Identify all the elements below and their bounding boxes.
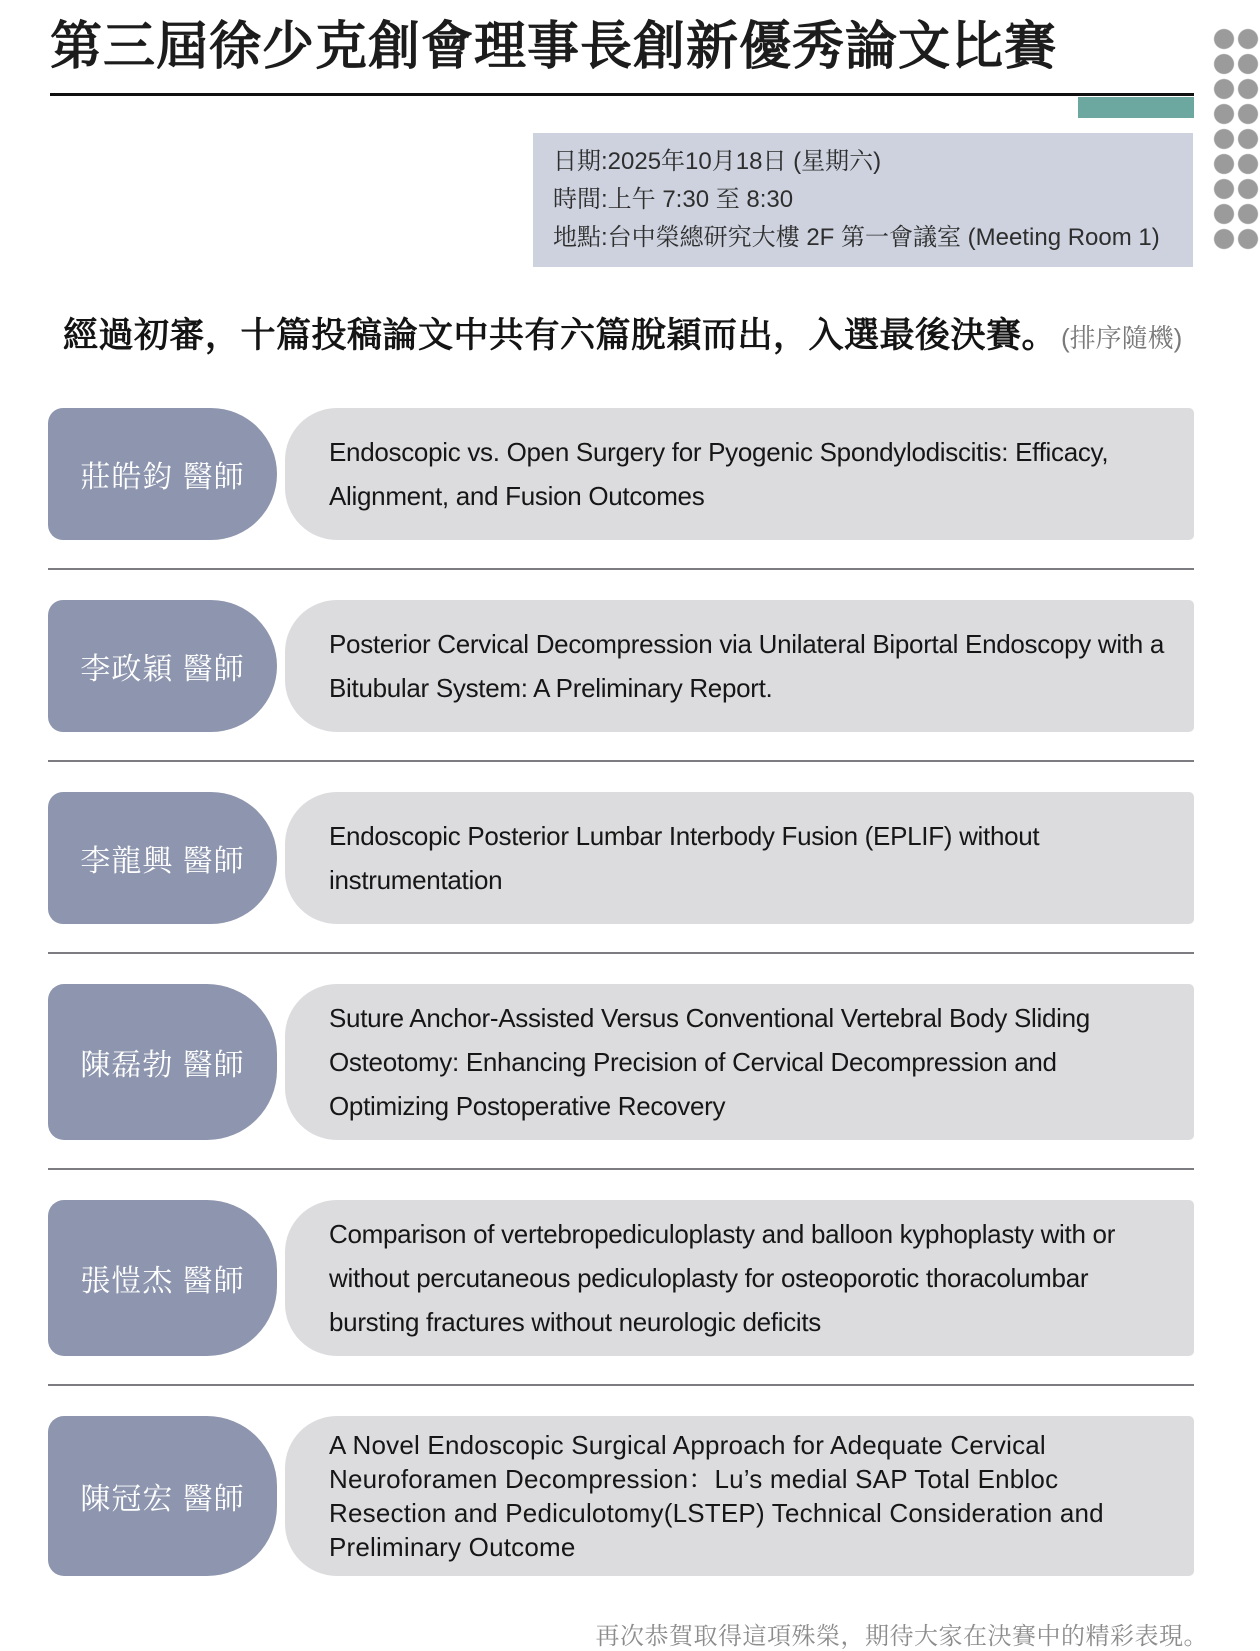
row-separator [48, 1168, 1194, 1170]
doctor-name-pill: 張愷杰 醫師 [48, 1200, 277, 1356]
finalist-row [48, 600, 1194, 732]
title-underline [50, 93, 1194, 96]
paper-title-box [285, 1416, 1194, 1576]
paper-title: Suture Anchor-Assisted Versus Conventional Vertebral Body Sliding Osteotomy: Enhancing Precision of Cervical Decompression and Optimizing Postoperative Recovery [329, 1003, 1090, 1121]
footer-congratulation-text: 再次恭賀取得這項殊榮，期待大家在決賽中的精彩表現。 [595, 1623, 1208, 1650]
dot-grid-decoration [1212, 27, 1260, 252]
page-title: 第三屆徐少克創會理事長創新優秀論文比賽 [50, 18, 1058, 76]
paper-title: Posterior Cervical Decompression via Unilateral Biportal Endoscopy with a Bitubular System: A Preliminary Report. [329, 629, 1165, 703]
paper-title-box [285, 600, 1194, 732]
doctor-name-pill: 陳冠宏 醫師 [48, 1416, 277, 1576]
event-time: 時間:上午 7:30 至 8:30 [553, 186, 794, 213]
intro-sentence [63, 308, 1182, 358]
paper-title-box [285, 408, 1194, 540]
teal-accent-bar [1078, 97, 1194, 118]
row-separator [48, 760, 1194, 762]
doctor-name-pill: 李政穎 醫師 [48, 600, 277, 732]
event-date: 日期:2025年10月18日 (星期六) [553, 148, 882, 175]
doctor-name-pill: 陳磊勃 醫師 [48, 984, 277, 1140]
paper-title-box [285, 1200, 1194, 1356]
intro-note-text: (排序隨機) [1061, 323, 1183, 353]
row-separator [48, 568, 1194, 570]
paper-title: Endoscopic vs. Open Surgery for Pyogenic Spondylodiscitis: Efficacy, Alignment, and Fusion Outcomes [329, 437, 1109, 511]
doctor-name-pill: 李龍興 醫師 [48, 792, 277, 924]
paper-title-box [285, 984, 1194, 1140]
event-info-box [533, 133, 1193, 267]
paper-title: A Novel Endoscopic Surgical Approach for Adequate Cervical Neuroforamen Decompression：Lu’s medial SAP Total Enbloc Resection and Pediculotomy(LSTEP) Technical Consideration and Preliminary Outcome [329, 1430, 1104, 1562]
intro-main-text: 經過初審，十篇投稿論文中共有六篇脫穎而出，入選最後決賽。 [63, 316, 1058, 355]
row-separator [48, 952, 1194, 954]
finalist-row [48, 984, 1194, 1140]
row-separator [48, 1384, 1194, 1386]
finalist-row [48, 1200, 1194, 1356]
finalist-row [48, 1416, 1194, 1576]
doctor-name-pill: 莊皓鈞 醫師 [48, 408, 277, 540]
paper-title-box [285, 792, 1194, 924]
finalist-row [48, 792, 1194, 924]
paper-title: Comparison of vertebropediculoplasty and balloon kyphoplasty with or without percutaneous pediculoplasty for osteoporotic thoracolumbar bursting fractures without neurologic deficits [329, 1219, 1116, 1337]
finalist-row [48, 408, 1194, 540]
header [0, 0, 1260, 408]
paper-title: Endoscopic Posterior Lumbar Interbody Fusion (EPLIF) without instrumentation [329, 821, 1040, 895]
event-place: 地點:台中榮總研究大樓 2F 第一會議室 (Meeting Room 1) [553, 224, 1160, 251]
